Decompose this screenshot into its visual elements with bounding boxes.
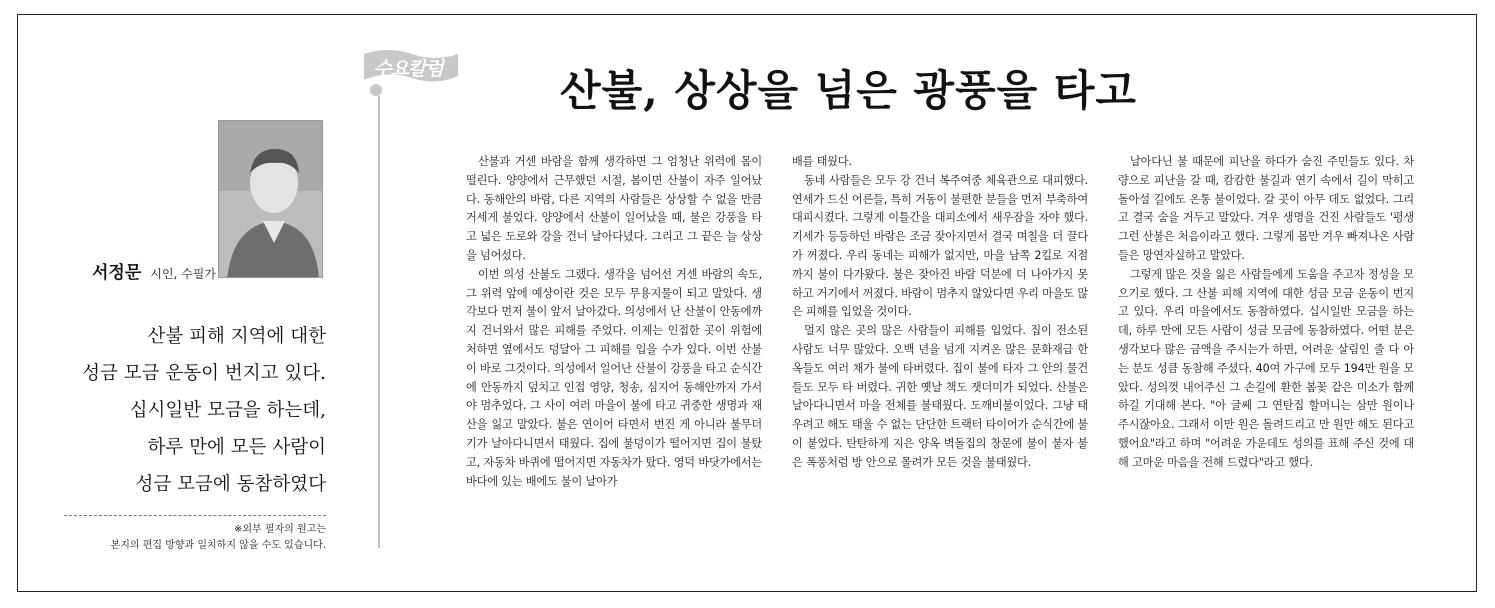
author-portrait-icon <box>219 121 323 278</box>
pull-quote-line: 하루 만에 모든 사람이 <box>147 437 326 458</box>
author-role: 시인, 수필가 <box>150 267 216 281</box>
body-column-2 <box>792 153 1088 473</box>
body-paragraph: 동네 사람들은 모두 강 건너 복주여중 체육관으로 대피했다. 연세가 드신 어른들, 특히 거동이 불편한 분들을 먼저 부축하여 대피시켰다. 그렇게 이틀간을 대피소에서 새우잠을 자야 했다. 기세가 등등하던 바람은 조금 잦아지면서 결국 며칠을 더 끌다가 꺼졌다. 우리 동네는 피해가 없지만, 마을 남쪽 2킬로 지점까지 불이 다가왔다. 불은 잦아진 바람 덕분에 더 나아가지 못하고 거기에서 꺼졌다. 바람이 멈추지 않았다면 우리 마을도 많은 피해를 입었을 것이다. <box>792 173 1088 319</box>
column-badge <box>358 46 466 102</box>
body-paragraph: 이번 의성 산불도 그랬다. 생각을 넘어선 거센 바람의 속도, 그 위력 앞에 예상이란 것은 모두 무용지물이 되고 말았다. 생각보다 먼저 불이 앞서 날아갔다. 의성에서 난 산불이 안동에까지 건너와서 많은 피해를 주었다. 이제는 인접한 곳이 위험에 처하면 옆에서도 덩달아 그 피해를 입을 수가 있다. 이번 산불이 바로 그것이다. 의성에서 일어난 산불이 강풍을 타고 순식간에 안동까지 덮치고 인접 영양, 청송, 심지어 동해안까지 가서야 멈추었다. 그 사이 여러 마을이 불에 타고 귀중한 생명과 재산을 잃고 말았다. 불은 연이어 타면서 번진 게 아니라 불무더기가 날아다니면서 태웠다. 집에 불덩이가 떨어지면 집이 불탔고, 자동차 바퀴에 떨어지면 자동차가 탔다. 영덕 바닷가에서는 바다에 있는 배에도 불이 날아가 <box>466 267 762 488</box>
author-name: 서정문 <box>92 263 142 283</box>
body-paragraph: 산불과 거센 바람을 함께 생각하면 그 엄청난 위력에 몸이 떨린다. 양양에서 근무했던 시절, 봄이면 산불이 자주 일어났다. 동해안의 바람, 다른 지역의 사람들은 상상할 수 없을 만큼 거세게 불었다. 양양에서 산불이 일어났을 때, 불은 강풍을 타고 넓은 도로와 강을 건너 날아다녔다. 그리고 그 끝은 늘 상상을 넘어섰다. <box>466 155 762 262</box>
author-photo <box>218 120 323 278</box>
column-badge-label: 수요칼럼 <box>373 58 443 80</box>
body-column-1 <box>466 153 762 491</box>
editorial-note-line: 본지의 편집 방향과 일치하지 않을 수도 있습니다. <box>110 540 326 551</box>
pull-quote <box>60 318 326 503</box>
body-column-3 <box>1118 153 1414 473</box>
body-paragraph: 배를 태웠다. <box>792 155 852 168</box>
pull-quote-line: 성금 모금에 동참하였다 <box>135 474 326 495</box>
body-paragraph: 날아다닌 불 때문에 피난을 하다가 숨진 주민들도 있다. 차량으로 피난을 갈 때, 캄캄한 불길과 연기 속에서 길이 막히고 돌아설 길에도 온통 불이었다. 갈 곳이 아무 데도 없었다. 그리고 결국 숨을 거두고 말았다. 겨우 생명을 건진 사람들도 '평생 그런 산불은 처음이라고 했다. 그렇게 몸만 겨우 빠져나온 사람들은 망연자실하고 말았다. <box>1118 155 1414 262</box>
headline: 산불, 상상을 넘은 광풍을 타고 <box>560 66 1137 115</box>
body-paragraph: 그렇게 많은 것을 잃은 사람들에게 도움을 주고자 정성을 모으기로 했다. 그 산불 피해 지역에 대한 성금 모금 운동이 번지고 있다. 우리 마을에서도 동참하였다. 십시일반 모금을 하는데, 하루 만에 모든 사람이 성금 모금에 동참하였다. 어떤 분은 생각보다 많은 금액을 주시는가 하면, 어려운 살림인 줄 다 아는 분도 성큼 동참해 주셨다. 40여 가구에 모두 194만 원을 모았다. 성의껏 내어주신 그 손길에 환한 봄꽃 같은 미소가 함께 하길 기대해 본다. "아 글쎄 그 연탄집 할머니는 삼만 원이나 주시잖아요. 그래서 이만 원은 돌려드리고 만 원만 해도 된다고 했어요"라고 하며 "어려운 가운데도 성의를 표해 주신 것에 대해 고마운 마음을 전해 드렸다"라고 했다. <box>1118 267 1414 469</box>
badge-stick <box>378 96 380 548</box>
editorial-note-line: ※외부 필자의 원고는 <box>233 524 326 535</box>
body-paragraph: 멀지 않은 곳의 많은 사람들이 피해를 입었다. 집이 전소된 사람도 너무 많았다. 오백 년을 넘게 지켜온 많은 문화재급 한옥들도 여러 채가 불에 타버렸다. 집이 불에 타자 그 안의 물건들도 모두 타 버렸다. 귀한 옛날 책도 잿더미가 되었다. 산불은 날아다니면서 마을 전체를 불태웠다. 도깨비불이었다. 그냥 태우려고 해도 태울 수 없는 단단한 트랙터 타이어가 순식간에 불이 붙었다. 탄탄하게 지은 양옥 벽돌집의 창문에 불이 붙자 불은 폭풍처럼 방 안으로 몰려가 모든 것을 불태웠다. <box>792 324 1088 469</box>
pull-quote-line: 성금 모금 운동이 번지고 있다. <box>82 363 326 384</box>
pull-quote-line: 십시일반 모금을 하는데, <box>129 400 326 421</box>
pull-quote-line: 산불 피해 지역에 대한 <box>147 326 326 347</box>
author-byline <box>92 258 216 283</box>
editorial-note <box>60 522 326 554</box>
divider <box>64 515 326 516</box>
